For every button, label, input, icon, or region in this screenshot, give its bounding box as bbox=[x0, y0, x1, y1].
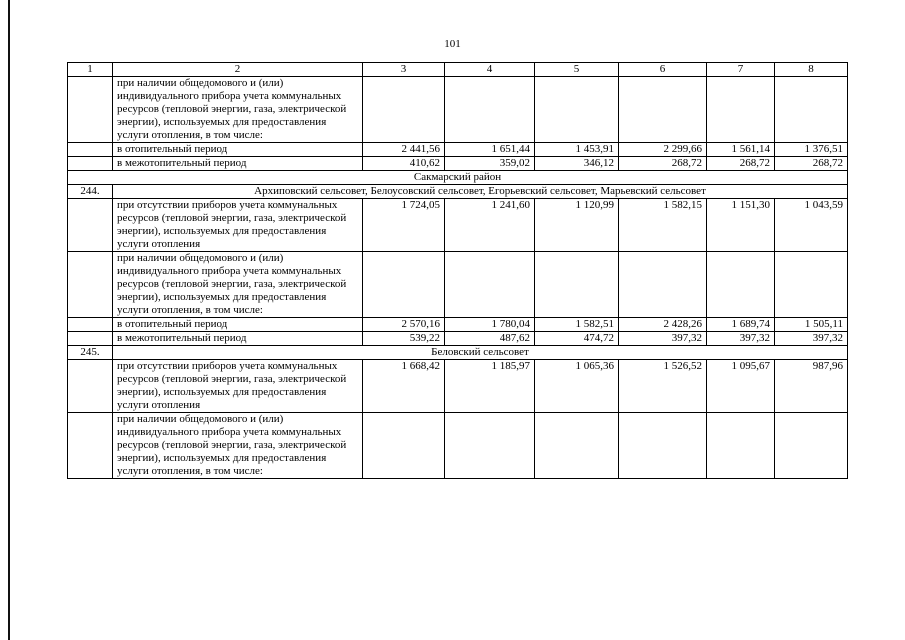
value-cell: 268,72 bbox=[775, 157, 848, 171]
table-row bbox=[68, 157, 848, 171]
value-cell: 539,22 bbox=[363, 332, 445, 346]
row-description: в отопительный период bbox=[113, 318, 363, 332]
row-description: в межотопительный период bbox=[113, 332, 363, 346]
value-cell: 487,62 bbox=[445, 332, 535, 346]
value-cell: 1 724,05 bbox=[363, 199, 445, 252]
header-col-8: 8 bbox=[775, 63, 848, 77]
table-row bbox=[68, 77, 848, 143]
row-description: при наличии общедомового и (или) индивидуального прибора учета коммунальных ресурсов (тепловой энергии, газа, электрической энергии), используемых для предоставления услуги отопления, в том числе: bbox=[113, 77, 363, 143]
value-cell: 1 526,52 bbox=[619, 360, 707, 413]
table-row bbox=[68, 318, 848, 332]
header-col-7: 7 bbox=[707, 63, 775, 77]
value-cell: 1 668,42 bbox=[363, 360, 445, 413]
value-cell: 397,32 bbox=[707, 332, 775, 346]
value-cell: 346,12 bbox=[535, 157, 619, 171]
value-cell: 1 561,14 bbox=[707, 143, 775, 157]
value-cell: 1 043,59 bbox=[775, 199, 848, 252]
row-description: в отопительный период bbox=[113, 143, 363, 157]
page-number: 101 bbox=[444, 38, 461, 50]
value-cell: 1 582,51 bbox=[535, 318, 619, 332]
header-col-6: 6 bbox=[619, 63, 707, 77]
value-cell: 2 299,66 bbox=[619, 143, 707, 157]
value-cell: 1 651,44 bbox=[445, 143, 535, 157]
row-description: при наличии общедомового и (или) индивидуального прибора учета коммунальных ресурсов (тепловой энергии, газа, электрической энергии), используемых для предоставления услуги отопления, в том числе: bbox=[113, 252, 363, 318]
value-cell: 1 582,15 bbox=[619, 199, 707, 252]
value-cell: 1 505,11 bbox=[775, 318, 848, 332]
value-cell: 397,32 bbox=[619, 332, 707, 346]
region-row bbox=[68, 171, 848, 185]
locality-name: Беловский сельсовет bbox=[113, 346, 848, 360]
header-col-2: 2 bbox=[113, 63, 363, 77]
value-cell: 1 151,30 bbox=[707, 199, 775, 252]
value-cell: 1 185,97 bbox=[445, 360, 535, 413]
scan-edge-bar bbox=[8, 0, 10, 640]
locality-name: Архиповский сельсовет, Белоусовский сельсовет, Егорьевский сельсовет, Марьевский сельсовет bbox=[113, 185, 848, 199]
table-row bbox=[68, 199, 848, 252]
tariff-table bbox=[67, 62, 848, 479]
entry-number: 244. bbox=[68, 185, 113, 199]
header-col-1: 1 bbox=[68, 63, 113, 77]
row-description: в межотопительный период bbox=[113, 157, 363, 171]
row-description: при отсутствии приборов учета коммунальных ресурсов (тепловой энергии, газа, электрической энергии), используемых для предоставления услуги отопления bbox=[113, 360, 363, 413]
value-cell: 1 095,67 bbox=[707, 360, 775, 413]
table-row bbox=[68, 413, 848, 479]
value-cell: 1 780,04 bbox=[445, 318, 535, 332]
value-cell: 1 065,36 bbox=[535, 360, 619, 413]
table-row bbox=[68, 360, 848, 413]
row-description: при отсутствии приборов учета коммунальных ресурсов (тепловой энергии, газа, электрической энергии), используемых для предоставления услуги отопления bbox=[113, 199, 363, 252]
value-cell: 1 120,99 bbox=[535, 199, 619, 252]
header-row bbox=[68, 63, 848, 77]
value-cell: 474,72 bbox=[535, 332, 619, 346]
value-cell: 268,72 bbox=[619, 157, 707, 171]
entry-row bbox=[68, 346, 848, 360]
row-description: при наличии общедомового и (или) индивидуального прибора учета коммунальных ресурсов (тепловой энергии, газа, электрической энергии), используемых для предоставления услуги отопления, в том числе: bbox=[113, 413, 363, 479]
value-cell: 359,02 bbox=[445, 157, 535, 171]
value-cell: 2 570,16 bbox=[363, 318, 445, 332]
table-row bbox=[68, 252, 848, 318]
value-cell: 1 453,91 bbox=[535, 143, 619, 157]
value-cell: 1 689,74 bbox=[707, 318, 775, 332]
value-cell: 1 376,51 bbox=[775, 143, 848, 157]
header-col-5: 5 bbox=[535, 63, 619, 77]
table-row bbox=[68, 143, 848, 157]
value-cell: 268,72 bbox=[707, 157, 775, 171]
table-row bbox=[68, 332, 848, 346]
value-cell: 2 441,56 bbox=[363, 143, 445, 157]
value-cell: 2 428,26 bbox=[619, 318, 707, 332]
value-cell: 410,62 bbox=[363, 157, 445, 171]
entry-number: 245. bbox=[68, 346, 113, 360]
entry-row bbox=[68, 185, 848, 199]
value-cell: 987,96 bbox=[775, 360, 848, 413]
region-heading: Сакмарский район bbox=[68, 171, 848, 185]
value-cell: 1 241,60 bbox=[445, 199, 535, 252]
header-col-4: 4 bbox=[445, 63, 535, 77]
value-cell: 397,32 bbox=[775, 332, 848, 346]
header-col-3: 3 bbox=[363, 63, 445, 77]
